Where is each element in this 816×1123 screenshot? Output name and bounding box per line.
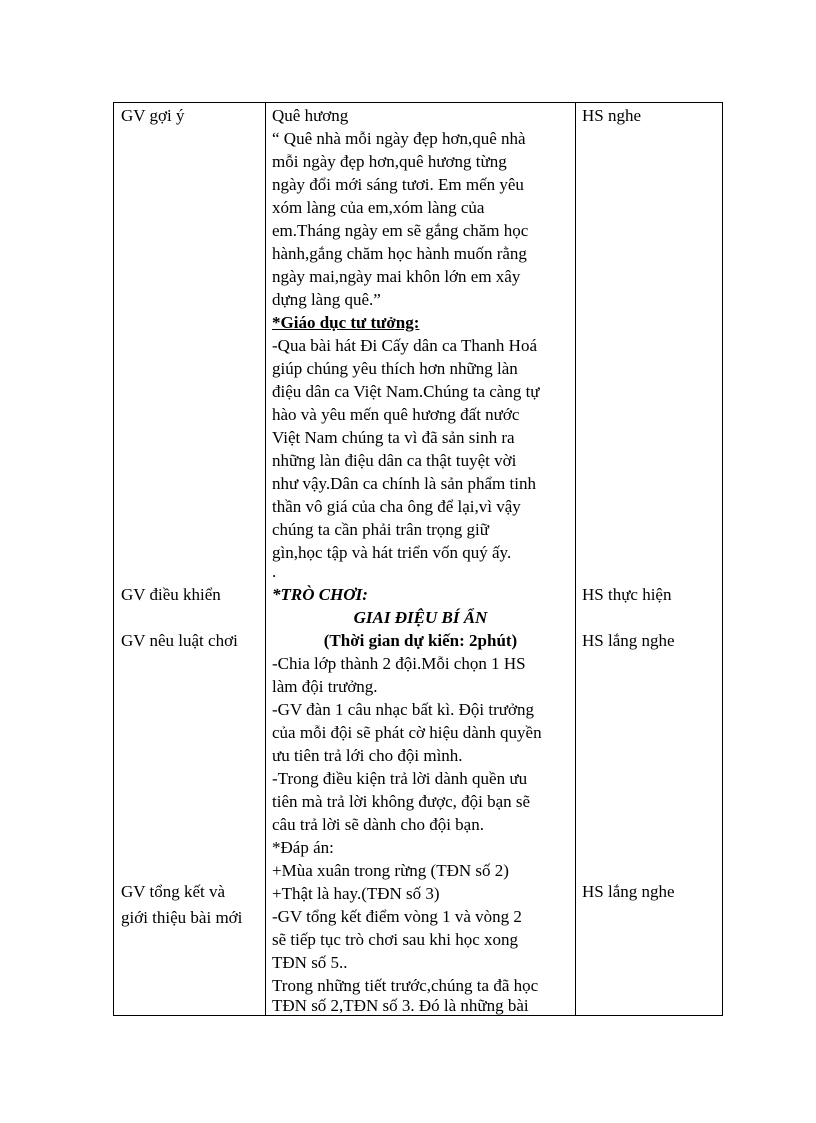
game-line: tiên mà trả lời không được, đội bạn sẽ — [272, 792, 531, 811]
education-line: . — [272, 562, 277, 581]
game-line: *Đáp án: — [272, 838, 334, 857]
game-line: +Mùa xuân trong rừng (TĐN số 2) — [272, 861, 509, 880]
education-line: thần vô giá của cha ông để lại,vì vậy — [272, 497, 521, 516]
song-line: Quê hương — [272, 106, 349, 125]
game-line: -Trong điều kiện trả lời dành quền ưu — [272, 769, 528, 788]
song-line: ngày mai,ngày mai khôn lớn em xây — [272, 267, 521, 286]
education-line: hào và yêu mến quê hương đất nước — [272, 405, 520, 424]
student-activity: HS nghe — [582, 106, 642, 125]
column-divider — [265, 103, 266, 1015]
game-line: ưu tiên trả lới cho đội mình. — [272, 746, 463, 765]
song-line: dựng làng quê.” — [272, 290, 381, 309]
education-line: như vậy.Dân ca chính là sản phẩm tinh — [272, 474, 536, 493]
song-line: em.Tháng ngày em sẽ gắng chăm học — [272, 221, 529, 240]
game-line: -GV tổng kết điểm vòng 1 và vòng 2 — [272, 907, 522, 926]
game-line: Trong những tiết trước,chúng ta đã học — [272, 976, 539, 995]
education-heading: *Giáo dục tư tưởng: — [272, 313, 420, 332]
song-line: xóm làng của em,xóm làng của — [272, 198, 485, 217]
teacher-activity: GV điều khiển — [121, 585, 221, 604]
student-activity: HS lắng nghe — [582, 882, 675, 901]
game-heading: *TRÒ CHƠI: — [272, 585, 368, 604]
education-line: giúp chúng yêu thích hơn những làn — [272, 359, 518, 378]
education-line: chúng ta cần phải trân trọng giữ — [272, 520, 489, 539]
game-line: của mỗi đội sẽ phát cờ hiệu dành quyền — [272, 723, 542, 742]
education-line: những làn điệu dân ca thật tuyệt vời — [272, 451, 517, 470]
student-activity: HS thực hiện — [582, 585, 672, 604]
game-line: -Chia lớp thành 2 đội.Mỗi chọn 1 HS — [272, 654, 526, 673]
song-line: mỗi ngày đẹp hơn,quê hương từng — [272, 152, 507, 171]
student-activity: HS lắng nghe — [582, 631, 675, 650]
game-title: GIAI ĐIỆU BÍ ẨN — [353, 608, 488, 627]
game-line: +Thật là hay.(TĐN số 3) — [272, 884, 440, 903]
game-line: -GV đàn 1 câu nhạc bất kì. Đội trưởng — [272, 700, 534, 719]
song-line: hành,gắng chăm học hành muốn rằng — [272, 244, 527, 263]
game-line: TĐN số 2,TĐN số 3. Đó là những bài — [272, 996, 529, 1015]
game-line: TĐN số 5.. — [272, 953, 348, 972]
teacher-activity: GV nêu luật chơi — [121, 631, 238, 650]
column-divider — [575, 103, 576, 1015]
game-line: câu trả lời sẽ dành cho đội bạn. — [272, 815, 484, 834]
lesson-table — [113, 102, 723, 1016]
education-line: điệu dân ca Việt Nam.Chúng ta càng tự — [272, 382, 540, 401]
teacher-activity: GV gợi ý — [121, 106, 185, 125]
teacher-activity: GV tổng kết và — [121, 882, 226, 901]
education-line: Việt Nam chúng ta vì đã sản sinh ra — [272, 428, 515, 447]
education-line: gìn,học tập và hát triển vốn quý ấy. — [272, 543, 512, 562]
education-line: -Qua bài hát Đi Cấy dân ca Thanh Hoá — [272, 336, 537, 355]
game-time: (Thời gian dự kiến: 2phút) — [323, 631, 518, 650]
teacher-activity: giới thiệu bài mới — [121, 908, 243, 927]
game-line: sẽ tiếp tục trò chơi sau khi học xong — [272, 930, 518, 949]
song-line: “ Quê nhà mỗi ngày đẹp hơn,quê nhà — [272, 129, 526, 148]
game-line: làm đội trưởng. — [272, 677, 378, 696]
song-line: ngày đổi mới sáng tươi. Em mến yêu — [272, 175, 524, 194]
